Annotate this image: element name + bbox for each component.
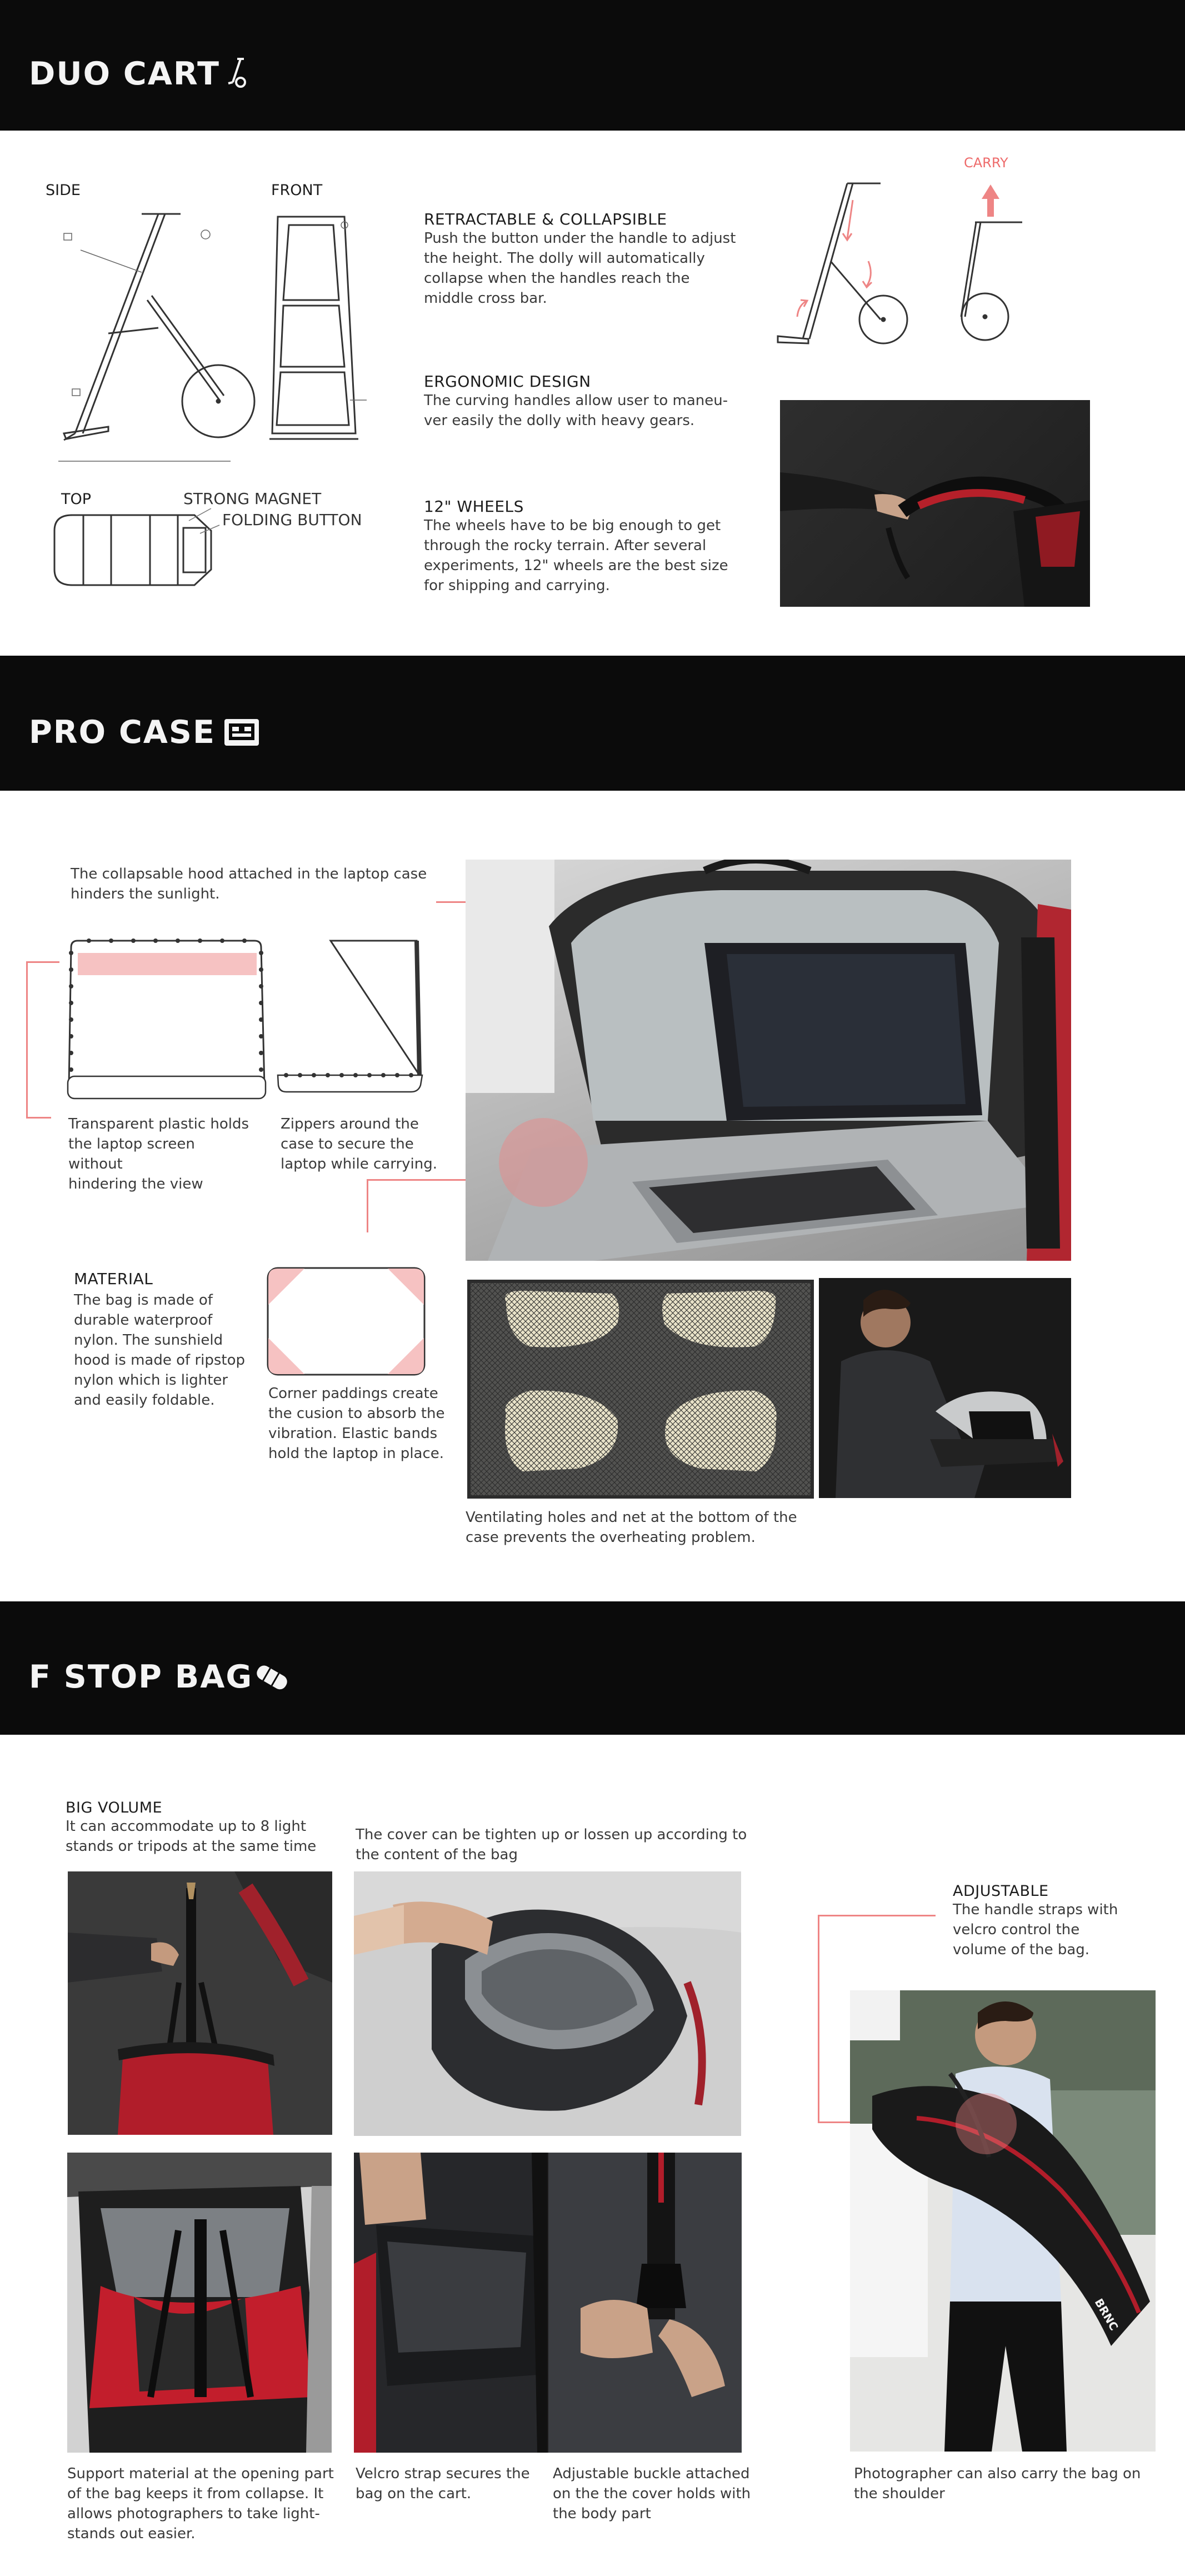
caption-line: Zippers around the xyxy=(281,1116,419,1132)
buckle-photo xyxy=(547,2153,742,2453)
top-view-drawing xyxy=(50,508,222,592)
velcro-strap-photo xyxy=(354,2153,547,2453)
bag-logo: BRNC xyxy=(1092,2296,1121,2333)
bag-cover-photo xyxy=(354,1871,741,2136)
zipper-caption xyxy=(281,1114,447,1174)
connector-line xyxy=(26,1117,51,1119)
feature-line: middle cross bar. xyxy=(424,290,547,307)
support-material-photo xyxy=(67,2153,332,2453)
cover-caption xyxy=(356,1825,778,1865)
material-line: durable waterproof xyxy=(74,1312,213,1329)
caption-line: Transparent plastic holds xyxy=(68,1116,249,1132)
feature-line: experiments, 12" wheels are the best size xyxy=(424,557,728,574)
pro-case-title: PRO CASE xyxy=(29,714,216,751)
pro-case-header xyxy=(0,656,1185,791)
shoulder-carry-art xyxy=(850,1990,1156,2452)
vent-net-photo xyxy=(467,1280,814,1499)
feature-line: through the rocky terrain. After several xyxy=(424,537,707,554)
strong-magnet-label: STRONG MAGNET xyxy=(183,490,322,508)
vent-caption xyxy=(466,1507,821,1547)
connector-line xyxy=(26,961,59,963)
material-line: The bag is made of xyxy=(74,1292,213,1309)
support-material-art xyxy=(67,2153,332,2453)
buckle-caption xyxy=(553,2464,753,2524)
caption-line: the body part xyxy=(553,2505,651,2522)
bag-icon xyxy=(253,1663,292,1691)
buckle-art xyxy=(547,2153,742,2453)
feature-line: The curving handles allow user to maneu- xyxy=(424,392,728,409)
fstop-bag-title: F STOP BAG xyxy=(29,1659,253,1695)
material-line: nylon. The sunshield xyxy=(74,1332,223,1349)
connector-line xyxy=(818,1915,819,2123)
tripods-in-bag-art xyxy=(68,1871,332,2135)
handle-photo-art xyxy=(780,400,1090,607)
connector-line xyxy=(367,1179,368,1232)
feature-line: ver easily the dolly with heavy gears. xyxy=(424,412,695,429)
caption-line: The collapsable hood attached in the laptop case xyxy=(71,866,427,882)
caption-line: Support material at the opening part xyxy=(67,2465,334,2482)
cart-icon xyxy=(225,57,253,91)
duo-cart-title: DUO CART xyxy=(29,56,221,92)
laptop-case-art xyxy=(466,860,1071,1261)
adjustable-line: volume of the bag. xyxy=(953,1941,1090,1958)
feature-wheels xyxy=(424,497,752,596)
caption-line: Velcro strap secures the xyxy=(356,2465,530,2482)
shoulder-carry-photo xyxy=(850,1990,1156,2452)
bag-cover-art xyxy=(354,1871,741,2136)
caption-line: Adjustable buckle attached xyxy=(553,2465,750,2482)
caption-line: hold the laptop in place. xyxy=(268,1445,444,1462)
front-label: FRONT xyxy=(271,182,323,199)
vent-net-art xyxy=(467,1280,814,1499)
caption-line: The cover can be tighten up or lossen up according to xyxy=(356,1826,747,1843)
sunshield-diagram xyxy=(61,936,272,1103)
feature-ergonomic xyxy=(424,372,752,431)
caption-line: vibration. Elastic bands xyxy=(268,1425,438,1442)
collapse-diagram xyxy=(769,150,1058,350)
caption-line: Corner paddings create xyxy=(268,1385,438,1402)
person-with-case-art xyxy=(819,1278,1071,1498)
material-line: hood is made of ripstop xyxy=(74,1352,246,1369)
feature-line: Push the button under the handle to adjust xyxy=(424,230,736,247)
front-view-drawing xyxy=(261,200,372,456)
caption-line: case to secure the xyxy=(281,1136,414,1152)
velcro-strap-art xyxy=(354,2153,547,2453)
connector-line xyxy=(26,961,28,1118)
support-caption xyxy=(67,2464,345,2544)
folding-button-label: FOLDING BUTTON xyxy=(222,511,362,529)
carry-label: CARRY xyxy=(964,155,1008,171)
caption-line: the laptop screen without xyxy=(68,1136,195,1172)
feature-line: for shipping and carrying. xyxy=(424,577,610,594)
hood-caption xyxy=(71,864,437,904)
top-label: TOP xyxy=(61,491,92,508)
feature-heading: 12" WHEELS xyxy=(424,497,524,516)
handle-photo xyxy=(780,400,1090,607)
adjustable-heading: ADJUSTABLE xyxy=(953,1883,1049,1900)
caption-line: case prevents the overheating problem. xyxy=(466,1529,756,1546)
feature-retractable xyxy=(424,210,752,308)
side-label: SIDE xyxy=(46,182,81,199)
duo-cart-header xyxy=(0,0,1185,131)
material-block xyxy=(74,1270,263,1410)
big-volume-line: It can accommodate up to 8 light xyxy=(66,1818,307,1835)
corner-padding-diagram xyxy=(266,1266,427,1377)
caption-line: allows photographers to take light- xyxy=(67,2505,320,2522)
caption-line: stands out easier. xyxy=(67,2525,196,2542)
caption-line: the shoulder xyxy=(854,2485,945,2502)
adjustable-line: velcro control the xyxy=(953,1921,1080,1938)
caption-line: of the bag keeps it from collapse. It xyxy=(67,2485,324,2502)
laptop-case-photo xyxy=(466,860,1071,1261)
feature-heading: RETRACTABLE & COLLAPSIBLE xyxy=(424,210,667,228)
person-with-case-photo xyxy=(819,1278,1071,1498)
caption-line: the cusion to absorb the xyxy=(268,1405,445,1422)
velcro-caption xyxy=(356,2464,544,2504)
material-line: nylon which is lighter xyxy=(74,1372,228,1389)
caption-line: hinders the sunlight. xyxy=(71,886,220,902)
caption-line: the content of the bag xyxy=(356,1846,518,1863)
big-volume-heading: BIG VOLUME xyxy=(66,1799,163,1816)
side-view-drawing xyxy=(42,200,269,478)
material-heading: MATERIAL xyxy=(74,1270,153,1288)
feature-line: collapse when the handles reach the xyxy=(424,270,690,287)
tripods-in-bag-photo xyxy=(68,1871,332,2135)
caption-line: Ventilating holes and net at the bottom of the xyxy=(466,1509,797,1526)
caption-line: laptop while carrying. xyxy=(281,1156,437,1172)
material-line: and easily foldable. xyxy=(74,1392,215,1409)
caption-line: Photographer can also carry the bag on xyxy=(854,2465,1141,2482)
connector-line xyxy=(818,1915,936,1916)
feature-line: The wheels have to be big enough to get xyxy=(424,517,721,534)
big-volume-line: stands or tripods at the same time xyxy=(66,1838,317,1855)
plastic-caption xyxy=(68,1114,252,1194)
feature-line: the height. The dolly will automatically xyxy=(424,250,705,267)
case-icon xyxy=(222,716,261,748)
adjustable-line: The handle straps with xyxy=(953,1901,1118,1918)
shoulder-caption xyxy=(854,2464,1143,2504)
caption-line: hindering the view xyxy=(68,1176,203,1192)
caption-line: on the the cover holds with xyxy=(553,2485,751,2502)
fstop-bag-header xyxy=(0,1601,1185,1735)
caption-line: bag on the cart. xyxy=(356,2485,472,2502)
corner-caption xyxy=(268,1384,452,1464)
hood-profile-diagram xyxy=(275,936,431,1103)
adjustable-block xyxy=(953,1883,1164,1960)
feature-heading: ERGONOMIC DESIGN xyxy=(424,372,591,391)
big-volume-block xyxy=(66,1799,354,1856)
